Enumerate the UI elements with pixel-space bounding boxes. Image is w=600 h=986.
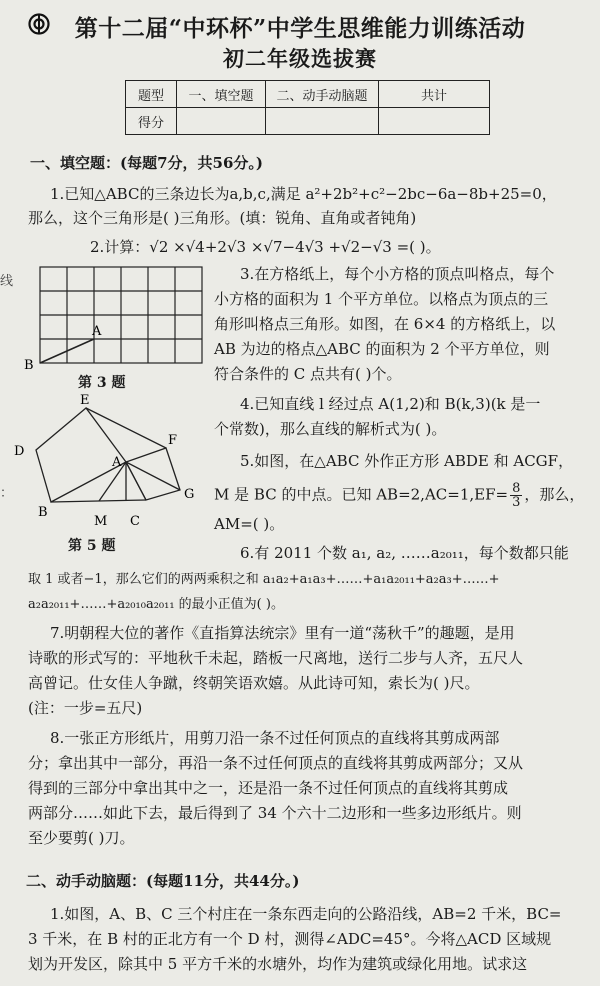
score-col-fill: 一、填空题 (177, 81, 266, 108)
q6-line2: 取 1 或者−1，那么它们的两两乘积之和 a₁a₂+a₁a₃+……+a₁a₂₀₁₁+a₂a₃+……+ (28, 572, 500, 587)
score-label: 得分 (126, 108, 177, 135)
binding-margin-mark-2: ： (0, 486, 14, 501)
q8-line1: 8.一张正方形纸片，用剪刀沿一条不过任何顶点的直线将其剪成两部 (50, 729, 500, 747)
score-table-header-row (126, 81, 490, 108)
q5-line2-end: ，那么， (524, 485, 585, 504)
q7-line1: 7.明朝程大位的著作《直指算法统宗》里有一道“荡秋千”的趣题，是用 (50, 624, 515, 642)
fig5-label-d: D (14, 444, 25, 459)
q3-line2: 小方格的面积为 1 个平方单位。以格点为顶点的三 (214, 290, 549, 308)
fig5-label-g: G (184, 487, 195, 502)
s2-q1-line2: 3 千米，在 B 村的正北方有一个 D 村，测得∠ADC=45°。今将△ACD 区域规 (28, 930, 552, 948)
fig5-label-b: B (38, 505, 48, 520)
score-col-total: 共计 (379, 81, 490, 108)
fig3-label-a: A (92, 324, 102, 339)
fig5-label-m: M (94, 514, 108, 529)
q3-line1: 3.在方格纸上，每个小方格的顶点叫格点，每个 (240, 265, 555, 283)
q1-line2: 那么，这个三角形是( )三角形。(填：锐角、直角或者钝角) (28, 209, 417, 227)
exam-title: 第十二届“中环杯”中学生思维能力训练活动 (74, 15, 526, 42)
q7-line2: 诗歌的形式写的：平地秋千未起，踏板一尺离地，送行二步与人齐，五尺人 (28, 649, 524, 667)
s2-q1-line3: 划为开发区，除其中 5 平方千米的水塘外，均作为建筑或绿化用地。试求这 (28, 955, 528, 973)
q8-line2: 分；拿出其中一部分，再沿一条不过任何顶点的直线将其剪成两部分；又从 (28, 754, 524, 772)
q5-line3: AM=( )。 (214, 515, 285, 533)
q3-line4: AB 为边的格点△ABC 的面积为 2 个平方单位，则 (214, 340, 550, 358)
q5-frac-num: 8 (512, 481, 521, 496)
s2-q1-line1: 1.如图，A、B、C 三个村庄在一条东西走向的公路沿线，AB=2 千米，BC= (50, 905, 562, 923)
q5-frac-den: 3 (512, 495, 521, 510)
score-table (125, 80, 490, 135)
score-table-score-row (126, 108, 490, 135)
q6-line1: 6.有 2011 个数 a₁, a₂, ……a₂₀₁₁，每个数都只能 (240, 544, 569, 562)
fig3-label-b: B (24, 358, 34, 373)
q8-line5: 至少要剪( )刀。 (28, 829, 135, 847)
q7-line3: 高曾记。仕女佳人争蹴，终朝笑语欢嬉。从此诗可知，索长为( )尺。 (28, 674, 480, 692)
q8-line3: 得到的三部分中拿出其中之一，还是沿一条不过任何顶点的直线将其剪成 (28, 779, 509, 797)
score-col-hands-on: 二、动手动脑题 (266, 81, 379, 108)
q2-text: 2.计算：√2 ×√4+2√3 ×√7−4√3 +√2−√3 =( )。 (90, 238, 441, 256)
q5-line2-text: M 是 BC 的中点。已知 AB=2,AC=1,EF= (214, 485, 509, 504)
fig3-caption: 第 3 题 (78, 375, 126, 391)
binding-margin-mark: 线 (0, 274, 14, 289)
q7-line4: (注：一步=五尺) (28, 699, 143, 717)
section2-heading: 二、动手动脑题：(每题11分，共44分。) (26, 872, 300, 890)
score-cell-total (379, 108, 490, 135)
q3-line5: 符合条件的 C 点共有( )个。 (214, 365, 402, 383)
score-cell-hands-on (266, 108, 379, 135)
q5-fraction (510, 482, 522, 509)
q3-line3: 角形叫格点三角形。如图，在 6×4 的方格纸上，以 (214, 315, 556, 333)
q4-line2: 个常数)，那么直线的解析式为( )。 (214, 420, 447, 438)
fig5-label-c: C (130, 514, 140, 529)
exam-subtitle: 初二年级选拔赛 (223, 46, 377, 71)
q5-line2 (214, 482, 584, 509)
q4-line1: 4.已知直线 l 经过点 A(1,2)和 B(k,3)(k 是一 (240, 395, 541, 413)
fig5-label-e: E (80, 393, 90, 408)
figure3-grid (24, 262, 214, 377)
figure5-squares (8, 390, 208, 532)
q6-line3: a₂a₂₀₁₁+……+a₂₀₁₀a₂₀₁₁ 的最小正值为( )。 (28, 597, 284, 612)
q5-line1: 5.如图，在△ABC 外作正方形 ABDE 和 ACGF， (240, 452, 574, 470)
score-col-type: 题型 (126, 81, 177, 108)
fig5-label-a: A (112, 455, 122, 470)
fig5-label-f: F (168, 433, 178, 448)
section1-heading: 一、填空题：(每题7分，共56分。) (30, 154, 264, 172)
q8-line4: 两部分……如此下去，最后得到了 34 个六十二边形和一些多边形纸片。则 (28, 804, 522, 822)
fig5-caption: 第 5 题 (68, 538, 116, 554)
q1-line1: 1.已知△ABC的三条边长为a,b,c,满足 a²+2b²+c²−2bc−6a−8b+25=0， (50, 185, 557, 203)
score-cell-fill (177, 108, 266, 135)
